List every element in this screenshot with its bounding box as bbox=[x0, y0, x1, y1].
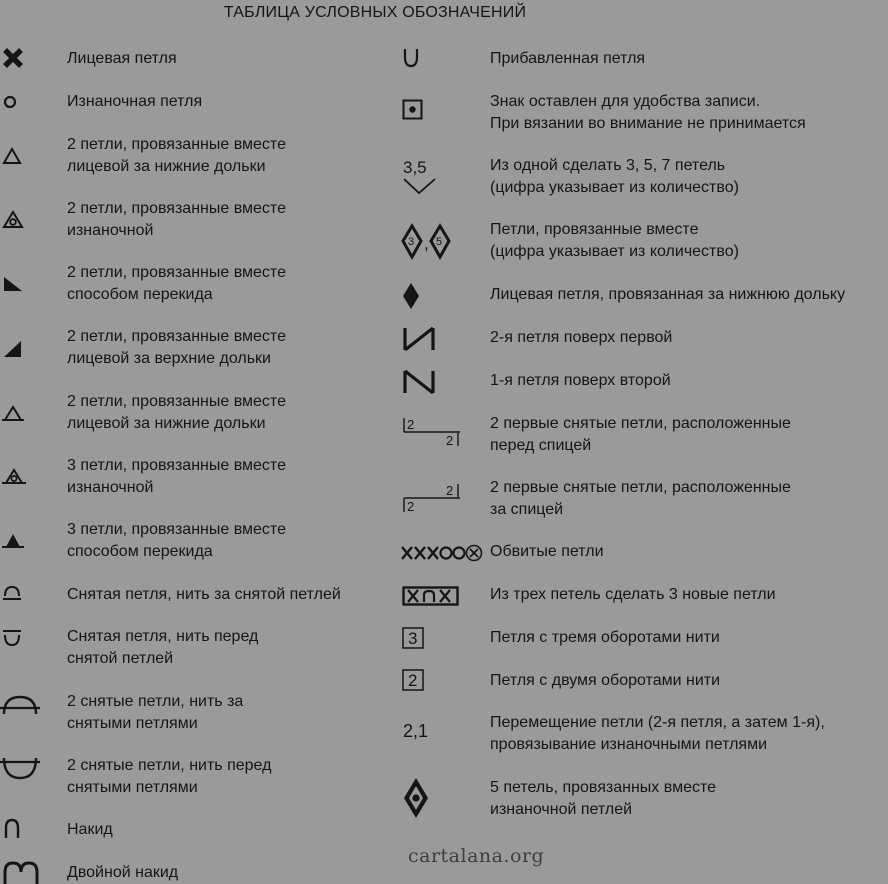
legend-text: Из трех петель сделать 3 новые петли bbox=[490, 586, 776, 603]
svg-text:3: 3 bbox=[408, 629, 418, 648]
legend-text: 3 петли, провязанные вместе способом перекида bbox=[67, 521, 286, 560]
circle-icon bbox=[3, 94, 19, 110]
legend-text: Двойной накид bbox=[67, 864, 179, 881]
page-title: ТАБЛИЦА УСЛОВНЫХ ОБОЗНАЧЕНИЙ bbox=[223, 4, 527, 21]
legend-text: Петля с двумя оборотами нити bbox=[490, 672, 721, 689]
legend-text: Обвитые петли bbox=[490, 543, 604, 560]
legend-text: Лицевая петля, провязанная за нижнюю дольку bbox=[490, 286, 846, 303]
triangle-dotted-icon bbox=[2, 210, 26, 230]
legend-text: Знак оставлен для удобства записи. При вязании во внимание не принимается bbox=[490, 93, 806, 132]
right-triangle-right-icon bbox=[2, 339, 24, 359]
right-triangle-left-icon bbox=[2, 275, 24, 293]
boxed-number-icon bbox=[402, 627, 426, 649]
number-pair-icon: 2,1 bbox=[403, 721, 429, 741]
cable-front-icon bbox=[402, 416, 464, 448]
legend-text: 3 петли, провязанные вместе изнаночной bbox=[67, 457, 286, 496]
double-arch-icon bbox=[2, 860, 42, 884]
cross-icon bbox=[2, 47, 24, 69]
legend-text: Накид bbox=[67, 821, 113, 838]
cross-under-icon bbox=[402, 370, 436, 394]
chevron-number-icon bbox=[402, 155, 442, 199]
wide-cup-bar-icon bbox=[0, 756, 40, 782]
legend-text: 2 первые снятые петли, расположенные за спицей bbox=[490, 479, 791, 518]
svg-text:2: 2 bbox=[446, 483, 454, 498]
watermark: cartalana.org bbox=[408, 845, 545, 867]
legend-text: Лицевая петля bbox=[67, 50, 177, 67]
legend-text: 2 петли, провязанные вместе изнаночной bbox=[67, 200, 286, 239]
svg-text:5: 5 bbox=[436, 236, 443, 248]
wide-arch-bar-icon bbox=[0, 694, 40, 720]
boxed-cross-icon bbox=[402, 586, 460, 606]
svg-text:2: 2 bbox=[407, 417, 415, 432]
legend-text: 2 петли, провязанные вместе лицевой за нижние дольки bbox=[67, 136, 286, 175]
boxed-number-icon bbox=[402, 669, 426, 691]
legend-text: 2-я петля поверх первой bbox=[490, 329, 673, 346]
legend-text: Петли, провязанные вместе (цифра указывает из количество) bbox=[490, 221, 739, 260]
arch-bar-icon bbox=[2, 584, 24, 604]
boxed-dot-icon bbox=[402, 99, 424, 121]
legend-text: 2 петли, провязанные вместе способом перекида bbox=[67, 264, 286, 303]
arch-icon bbox=[3, 818, 23, 840]
filled-diamond-icon bbox=[402, 282, 422, 310]
svg-text:2: 2 bbox=[408, 671, 418, 690]
cup-bar-icon bbox=[2, 628, 24, 648]
triangle-outline-icon bbox=[2, 147, 24, 165]
diamond-number-icon bbox=[402, 225, 454, 259]
cross-over-icon bbox=[402, 327, 436, 351]
cable-back-icon bbox=[402, 482, 464, 514]
legend-text: Перемещение петли (2-я петля, а затем 1-я), провязывание изнаночными петлями bbox=[490, 714, 825, 753]
svg-text:3: 3 bbox=[408, 236, 415, 248]
bind-off-icon bbox=[401, 543, 485, 563]
legend-text: Изнаночная петля bbox=[67, 93, 203, 110]
legend-text: Петля с тремя оборотами нити bbox=[490, 629, 720, 646]
svg-text:,: , bbox=[424, 234, 429, 253]
triangle-tail-filled-icon bbox=[2, 531, 26, 551]
svg-text:2: 2 bbox=[407, 499, 415, 514]
legend-text: 5 петель, провязанных вместе изнаночной петлей bbox=[490, 779, 717, 818]
cup-icon bbox=[402, 47, 422, 69]
legend-text: 1-я петля поверх второй bbox=[490, 372, 671, 389]
legend-text: 2 снятые петли, нить за снятыми петлями bbox=[67, 693, 244, 732]
triangle-tail-icon bbox=[2, 404, 26, 424]
diamond-dot-icon bbox=[402, 776, 432, 820]
legend-text: Прибавленная петля bbox=[490, 50, 646, 67]
svg-text:3,5: 3,5 bbox=[403, 158, 427, 177]
legend-text: Снятая петля, нить за снятой петлей bbox=[67, 586, 341, 603]
legend-text: 2 петли, провязанные вместе лицевой за нижние дольки bbox=[67, 393, 286, 432]
legend-text: 2 снятые петли, нить перед снятыми петлями bbox=[67, 757, 272, 796]
legend-text: 2 петли, провязанные вместе лицевой за верхние дольки bbox=[67, 328, 286, 367]
legend-text: Снятая петля, нить перед снятой петлей bbox=[67, 628, 259, 667]
legend-text: 2 первые снятые петли, расположенные перед спицей bbox=[490, 415, 791, 454]
triangle-tail-dotted-icon bbox=[2, 467, 28, 487]
legend-text: Из одной сделать 3, 5, 7 петель (цифра указывает из количество) bbox=[490, 157, 739, 196]
svg-text:2: 2 bbox=[446, 433, 454, 448]
